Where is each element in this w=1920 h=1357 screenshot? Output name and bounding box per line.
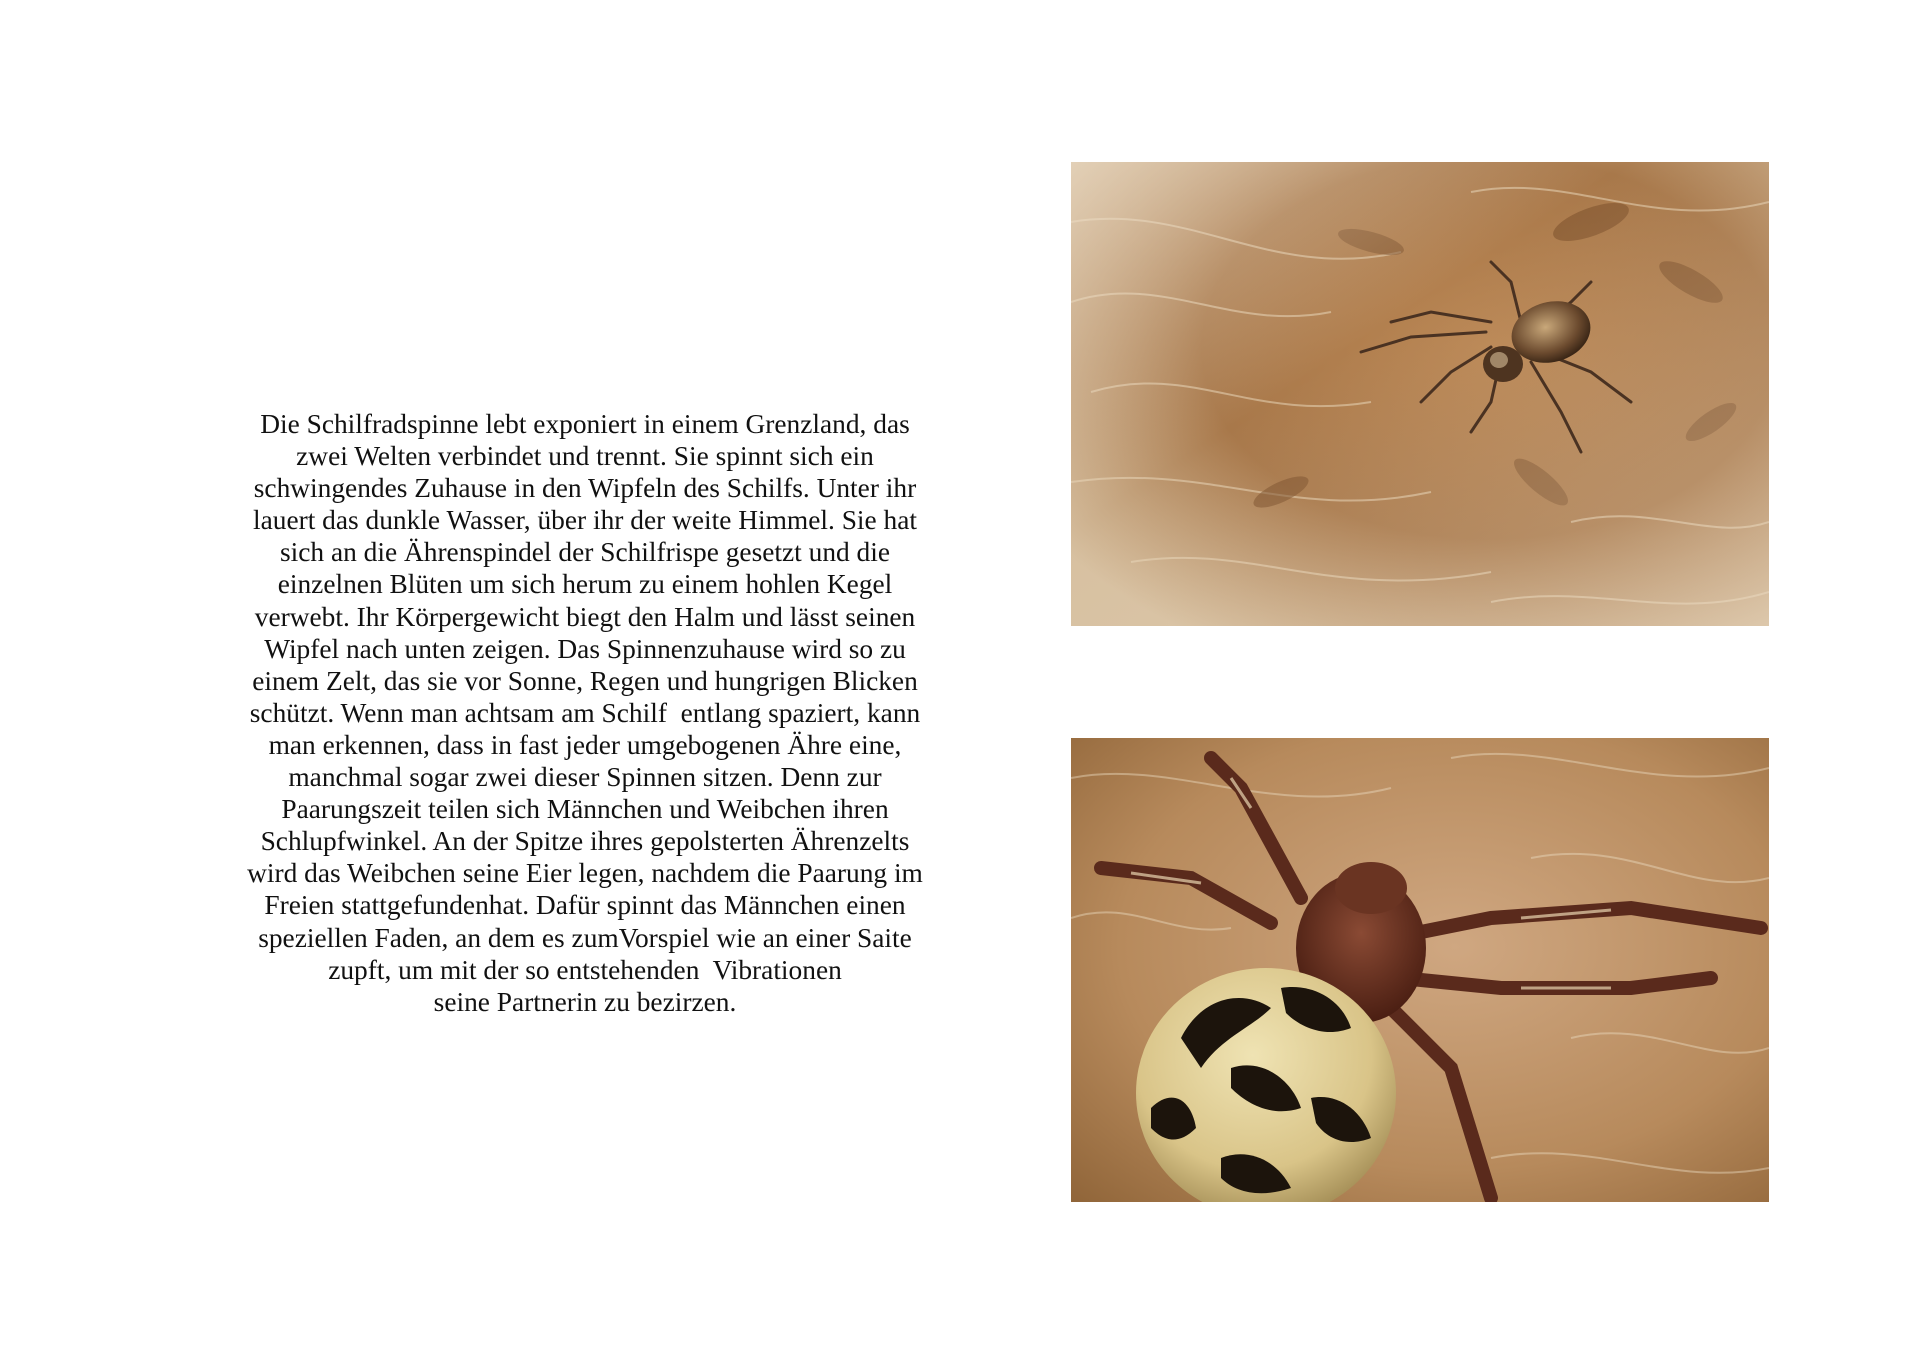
article-line: manchmal sogar zwei dieser Spinnen sitzen. Denn zur (288, 762, 882, 793)
spider-in-reed-image (1071, 162, 1769, 626)
article-line: zupft, um mit der so entstehenden Vibrationen (328, 954, 842, 985)
article-line: speziellen Faden, an dem es zumVorspiel wie an einer Saite (258, 922, 912, 953)
article-line: Wipfel nach unten zeigen. Das Spinnenzuhause wird so zu (264, 633, 906, 664)
spider-photo-top (1071, 162, 1769, 626)
article-line: wird das Weibchen seine Eier legen, nachdem die Paarung im (247, 858, 923, 889)
article-line: Die Schilfradspinne lebt exponiert in einem Grenzland, das (260, 409, 910, 439)
article-line: sich an die Ährenspindel der Schilfrispe gesetzt und die (279, 537, 891, 568)
article-line: Freien stattgefundenhat. Dafür spinnt das Männchen einen (264, 890, 906, 921)
article-line: zwei Welten verbindet und trennt. Sie spinnt sich ein (296, 441, 874, 472)
article-line: seine Partnerin zu bezirzen. (433, 986, 737, 1017)
spider-closeup-image (1071, 738, 1769, 1202)
article-line: schwingendes Zuhause in den Wipfeln des Schilfs. Unter ihr (253, 473, 917, 504)
article-line: einzelnen Blüten um sich herum zu einem hohlen Kegel (277, 569, 893, 600)
article-line: einem Zelt, das sie vor Sonne, Regen und hungrigen Blicken (252, 665, 918, 696)
article-line: verwebt. Ihr Körpergewicht biegt den Halm und lässt seinen (254, 601, 916, 632)
article-line: Paarungszeit teilen sich Männchen und Weibchen ihren (281, 794, 889, 825)
article-line: schützt. Wenn man achtsam am Schilf entlang spaziert, kann (249, 697, 921, 728)
article-line: Schlupfwinkel. An der Spitze ihres gepolsterten Ährenzelts (260, 826, 910, 857)
article-line: man erkennen, dass in fast jeder umgebogenen Ähre eine, (268, 729, 902, 760)
spider-photo-bottom (1071, 738, 1769, 1202)
article-line: lauert das dunkle Wasser, über ihr der weite Himmel. Sie hat (252, 505, 918, 536)
article-text (155, 408, 1015, 1018)
